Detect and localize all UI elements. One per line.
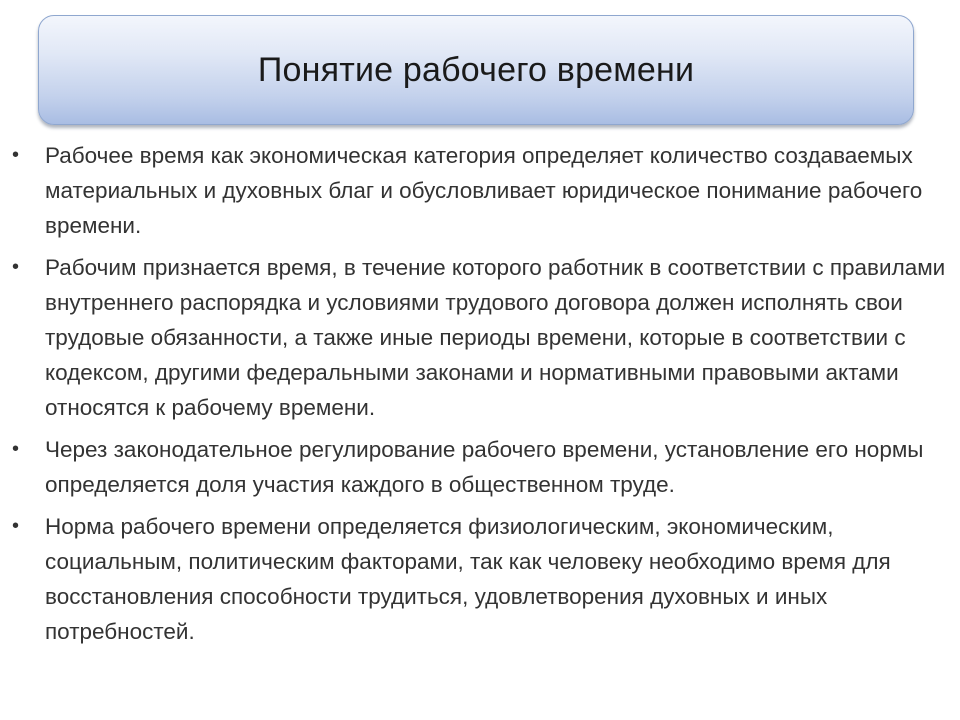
bullet-text: Норма рабочего времени определяется физиологическим, экономическим, социальным, политическим факторами, так как человеку необходимо время для восстановления способности трудиться, удовлетворения духовных и иных потребностей. [45, 514, 891, 644]
bullet-item-2 [0, 250, 960, 425]
bullet-item-3 [0, 432, 960, 502]
bullet-item-4 [0, 509, 960, 649]
bullet-icon: • [12, 144, 20, 166]
slide-title: Понятие рабочего времени [257, 50, 695, 89]
bullet-text: Рабочим признается время, в течение которого работник в соответствии с правилами внутреннего распорядка и условиями трудового договора должен исполнять свои трудовые обязанности, а также иные периоды времени, которые в соответствии с кодексом, другими федеральными законами и нормативными правовыми актами относятся к рабочему времени. [45, 255, 946, 420]
bullet-text: Рабочее время как экономическая категория определяет количество создаваемых материальных и духовных благ и обусловливает юридическое понимание рабочего времени. [45, 143, 923, 238]
bullet-text: Через законодательное регулирование рабочего времени, установление его нормы определяется доля участия каждого в общественном труде. [45, 437, 924, 497]
bullet-icon: • [12, 256, 20, 278]
slide-title-box [38, 15, 914, 125]
bullet-icon: • [12, 515, 20, 537]
bullet-list [0, 138, 960, 656]
bullet-icon: • [12, 438, 20, 460]
bullet-item-1 [0, 138, 960, 243]
